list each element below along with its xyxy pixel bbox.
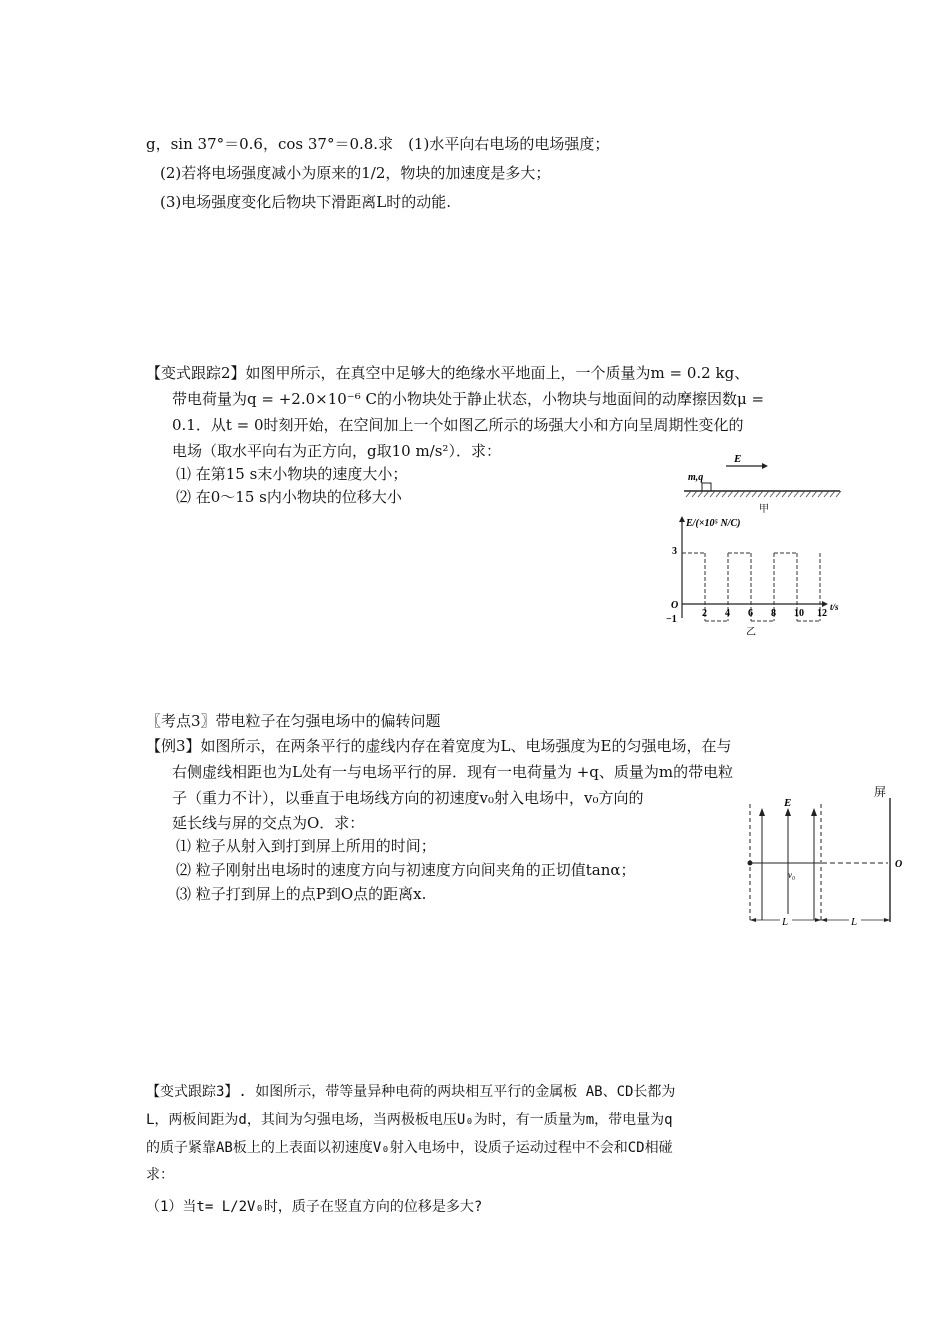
hatch-mark [692,491,697,497]
hatch-mark [800,491,805,497]
bs3-line-3: 的质子紧靠AB板上的上表面以初速度V₀射入电场中，设质子运动过程中不会和CD相碰 [146,1140,673,1156]
bs3-question-1: （1）当t= L/2V₀时，质子在竖直方向的位移是多大? [146,1199,483,1215]
velocity-label: v₀ [788,870,796,880]
dim-arrow-icon [750,918,756,922]
dim-arrow-icon [884,918,890,922]
hatch-mark [758,491,763,497]
block-label: m,q [688,472,704,483]
x-tick-label: 6 [748,608,753,619]
x-tick-label: 4 [725,608,730,619]
hatch-mark [770,491,775,497]
hatch-mark [722,491,727,497]
hatch-mark [740,491,745,497]
field-arrow-icon [811,808,817,816]
top-question-2: (2)若将电场强度减小为原来的1/2，物块的加速度是多大； [160,164,551,182]
kd3-line-1: 【例3】如图所示，在两条平行的虚线内存在着宽度为L、电场强度为E的匀强电场，在与 [146,737,732,755]
hatch-mark [806,491,811,497]
bs2-line-2: 带电荷量为q = +2.0×10⁻⁶ C的小物块处于静止状态，小物块与地面间的动摩擦因数μ = [172,390,765,408]
hatch-mark [818,491,823,497]
hatch-mark [734,491,739,497]
caption-bottom: 乙 [746,627,756,635]
hatch-mark [686,491,691,497]
dim-arrow-icon [821,918,827,922]
hatch-mark [836,491,841,497]
kd3-line-3: 子（重力不计），以垂直于电场线方向的初速度v₀射入电场中，v₀方向的 [172,789,644,807]
hatch-mark [752,491,757,497]
x-axis-arrow-icon [822,601,828,607]
top-line-1: g，sin 37°＝0.6，cos 37°＝0.8.求 (1)水平向右电场的电场强度； [146,135,610,153]
hatch-mark [746,491,751,497]
hatch-mark [782,491,787,497]
field-lines [759,808,817,920]
figure-deflection [742,782,912,930]
caption-top: 甲 [759,504,769,515]
x-tick-label: 2 [702,608,707,619]
bs2-line-4: 电场（取水平向右为正方向，g取10 m/s²）．求： [172,442,501,460]
hatch-mark [788,491,793,497]
bs2-question-2: ⑵ 在0～15 s内小物块的位移大小 [176,488,402,506]
hatch-mark [728,491,733,497]
x-tick-label: 8 [771,608,776,619]
x-tick-label: 12 [817,608,827,619]
y-axis-arrow-icon [679,516,685,522]
kd3-question-3: ⑶ 粒子打到屏上的点P到O点的距离x. [176,885,427,903]
hatch-mark [710,491,715,497]
origin-label: O [671,600,679,611]
bs3-line-2: L，两板间距为d，其间为匀强电场，当两极板电压U₀为时，有一质量为m，带电量为q [146,1112,673,1128]
ground-hatch [686,491,841,497]
bs3-line-4: 求： [146,1167,174,1183]
screen-label: 屏 [874,785,887,799]
top-question-3: (3)电场强度变化后物块下滑距离L时的动能. [160,193,451,211]
hatch-mark [794,491,799,497]
y-axis-label: E/(×10⁵ N/C) [686,518,741,529]
kd3-line-2: 右侧虚线相距也为L处有一与电场平行的屏．现有一电荷量为 +q、质量为m的带电粒 [172,763,734,781]
width-label-2: L [851,916,858,928]
hatch-mark [698,491,703,497]
hatch-mark [704,491,709,497]
hatch-mark [830,491,835,497]
kd3-line-4: 延长线与屏的交点为O．求： [172,814,365,832]
particle-dot [748,861,753,866]
y-tick-neg1: −1 [666,614,677,625]
hatch-mark [812,491,817,497]
kd3-question-1: ⑴ 粒子从射入到打到屏上所用的时间； [176,837,436,855]
bs2-line-1: 【变式跟踪2】如图甲所示，在真空中足够大的绝缘水平地面上，一个质量为m = 0.2 kg、 [146,364,750,382]
block-shape [702,483,711,491]
bs3-line-1: 【变式跟踪3】. 如图所示，带等量异种电荷的两块相互平行的金属板 AB、CD长都为 [146,1084,676,1100]
field-arrow-icon [785,808,791,816]
x-axis-label: t/s [830,602,839,612]
figure-efield-graph [662,450,852,635]
hatch-mark [764,491,769,497]
hatch-mark [776,491,781,497]
field-label: E [734,453,742,465]
field-label-2: E [784,797,792,809]
x-tick-label: 10 [794,608,804,619]
point-o-label: O [895,859,903,870]
hatch-mark [716,491,721,497]
y-tick-3: 3 [672,546,677,557]
bs2-line-3: 0.1．从t = 0时刻开始，在空间加上一个如图乙所示的场强大小和方向呈周期性变化的 [172,416,744,434]
hatch-mark [824,491,829,497]
dim-arrow-icon [815,918,821,922]
kd3-title: 〖考点3〗带电粒子在匀强电场中的偏转问题 [146,712,441,730]
bs2-question-1: ⑴ 在第15 s末小物块的速度大小； [176,465,408,483]
width-label-1: L [782,916,789,928]
field-arrow-icon [762,463,768,469]
kd3-question-2: ⑵ 粒子刚射出电场时的速度方向与初速度方向间夹角的正切值tanα； [176,861,636,879]
field-arrow-icon [759,808,765,816]
